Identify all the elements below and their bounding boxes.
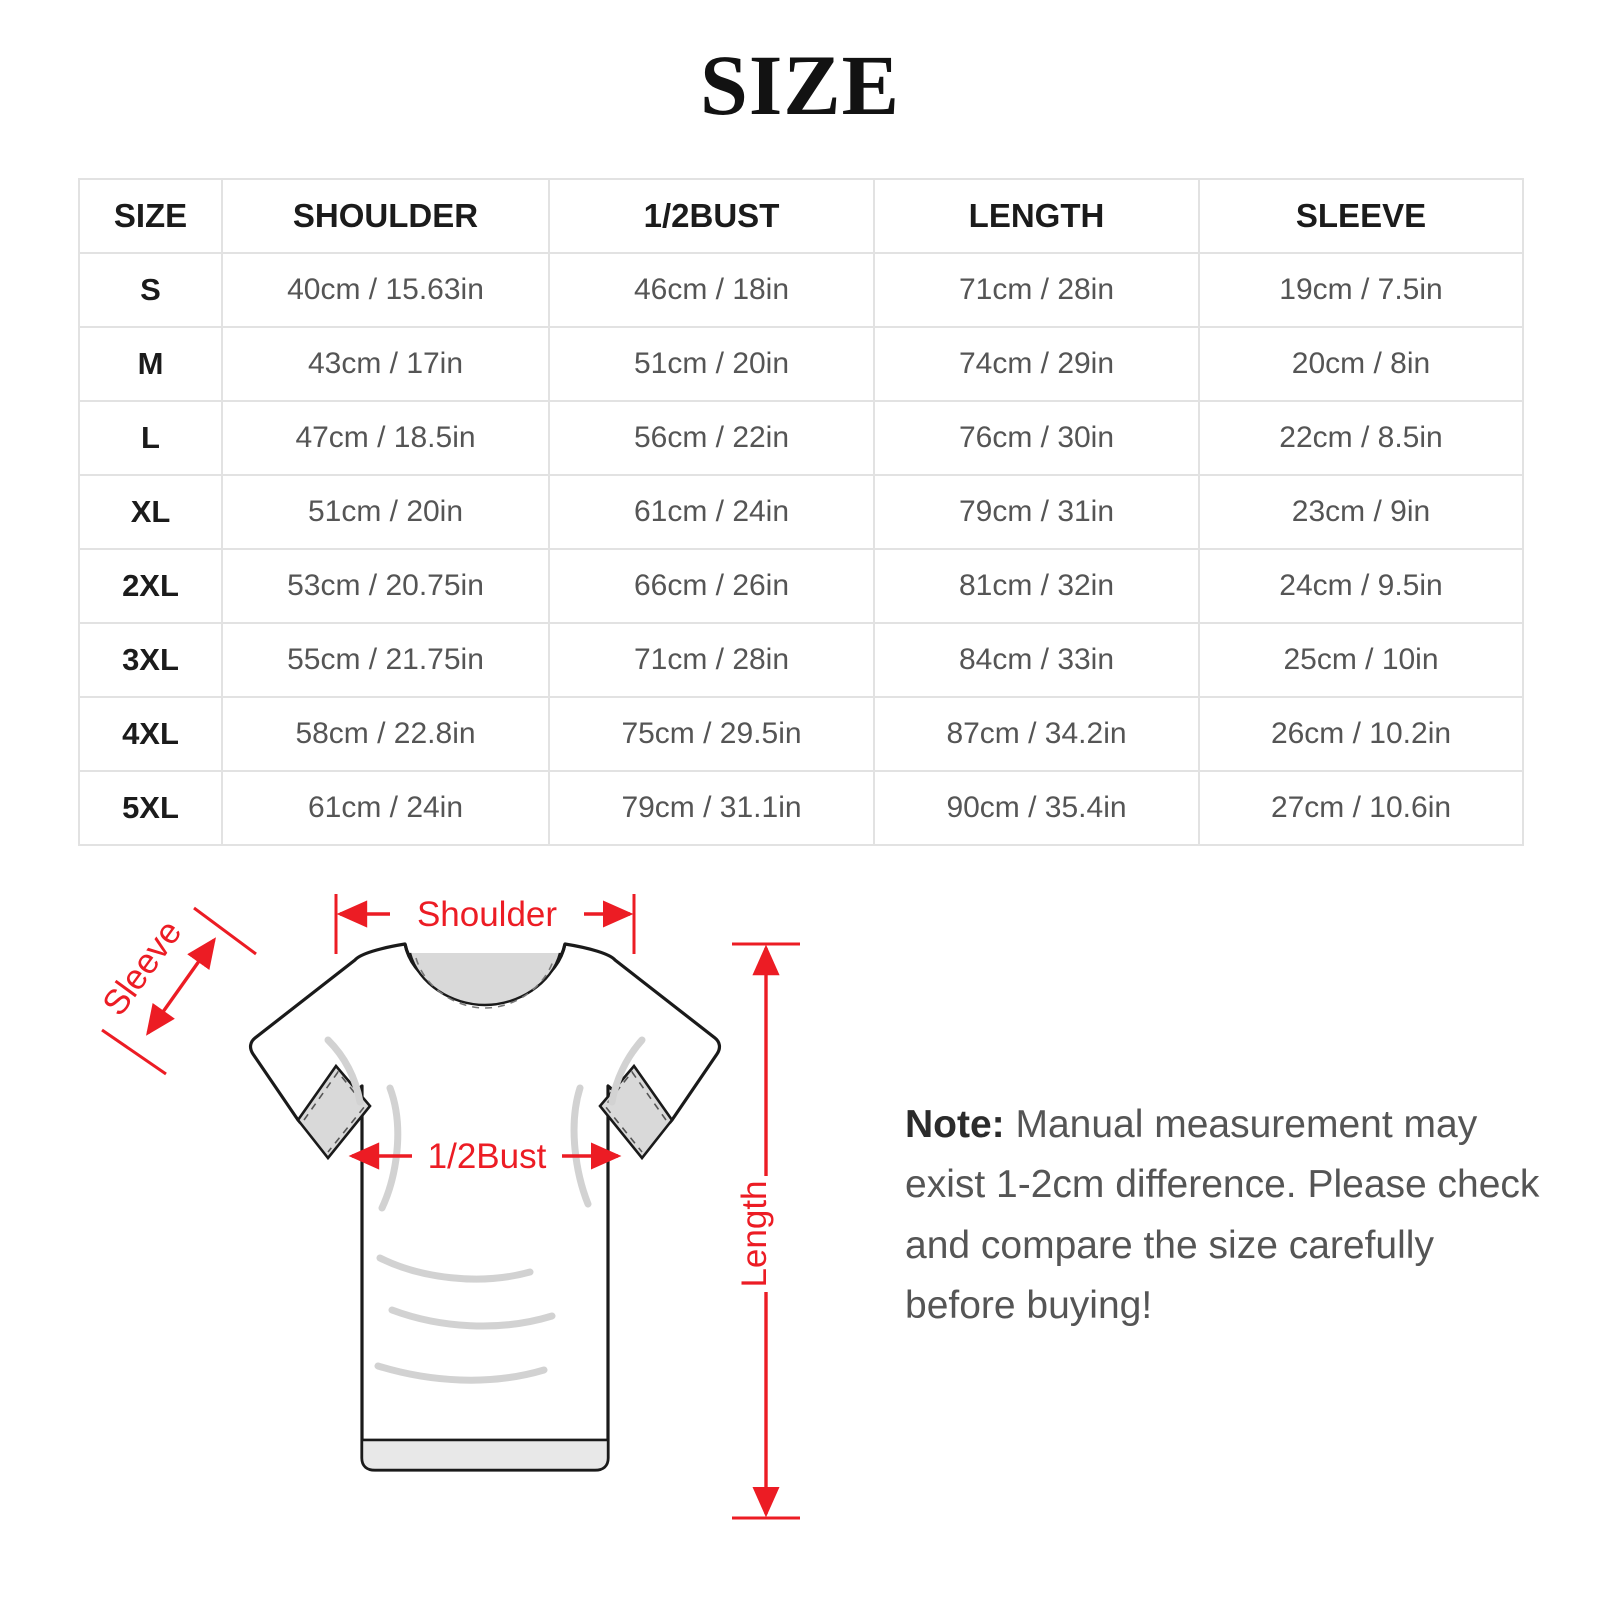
note-block [905, 1095, 1555, 1337]
page-title: SIZE [699, 37, 901, 133]
cell-bust: 79cm / 31.1in [549, 771, 874, 845]
column-header-length: LENGTH [874, 179, 1199, 253]
cell-bust: 56cm / 22in [549, 401, 874, 475]
cell-sleeve: 20cm / 8in [1199, 327, 1523, 401]
column-header-shoulder: SHOULDER [222, 179, 549, 253]
table-row [79, 549, 1523, 623]
cell-size: L [79, 401, 222, 475]
cell-shoulder: 43cm / 17in [222, 327, 549, 401]
shoulder-dimension [336, 892, 634, 954]
tshirt-illustration [251, 944, 720, 1470]
cell-length: 84cm / 33in [874, 623, 1199, 697]
cell-sleeve: 23cm / 9in [1199, 475, 1523, 549]
table-row [79, 401, 1523, 475]
table-row [79, 697, 1523, 771]
note-text: Manual measurement may exist 1-2cm difference. Please check and compare the size carefully before buying! [905, 1103, 1540, 1328]
table-header-row [79, 179, 1523, 253]
label-bust: 1/2Bust [427, 1137, 547, 1176]
cell-shoulder: 51cm / 20in [222, 475, 549, 549]
column-header-size: SIZE [79, 179, 222, 253]
size-chart-table [78, 178, 1524, 846]
table-row [79, 475, 1523, 549]
cell-length: 87cm / 34.2in [874, 697, 1199, 771]
cell-length: 74cm / 29in [874, 327, 1199, 401]
label-length: Length [735, 1180, 774, 1288]
length-dimension [732, 944, 800, 1518]
cell-shoulder: 47cm / 18.5in [222, 401, 549, 475]
cell-bust: 75cm / 29.5in [549, 697, 874, 771]
column-header-sleeve: SLEEVE [1199, 179, 1523, 253]
cell-length: 81cm / 32in [874, 549, 1199, 623]
cell-size: 3XL [79, 623, 222, 697]
note-label: Note: [905, 1103, 1005, 1146]
cell-sleeve: 27cm / 10.6in [1199, 771, 1523, 845]
cell-sleeve: 19cm / 7.5in [1199, 253, 1523, 327]
table-row [79, 623, 1523, 697]
label-shoulder: Shoulder [416, 895, 558, 934]
cell-length: 71cm / 28in [874, 253, 1199, 327]
cell-sleeve: 24cm / 9.5in [1199, 549, 1523, 623]
cell-sleeve: 25cm / 10in [1199, 623, 1523, 697]
cell-length: 76cm / 30in [874, 401, 1199, 475]
cell-size: XL [79, 475, 222, 549]
cell-length: 79cm / 31in [874, 475, 1199, 549]
cell-sleeve: 26cm / 10.2in [1199, 697, 1523, 771]
cell-size: M [79, 327, 222, 401]
measurement-diagram [60, 858, 880, 1578]
cell-size: 2XL [79, 549, 222, 623]
table-row [79, 253, 1523, 327]
cell-size: 4XL [79, 697, 222, 771]
column-header-bust: 1/2BUST [549, 179, 874, 253]
table-row [79, 327, 1523, 401]
cell-bust: 46cm / 18in [549, 253, 874, 327]
sleeve-dimension [95, 908, 256, 1074]
cell-bust: 51cm / 20in [549, 327, 874, 401]
cell-bust: 66cm / 26in [549, 549, 874, 623]
cell-shoulder: 40cm / 15.63in [222, 253, 549, 327]
cell-size: S [79, 253, 222, 327]
label-sleeve: Sleeve [94, 913, 190, 1023]
cell-sleeve: 22cm / 8.5in [1199, 401, 1523, 475]
cell-bust: 71cm / 28in [549, 623, 874, 697]
cell-shoulder: 58cm / 22.8in [222, 697, 549, 771]
table-row [79, 771, 1523, 845]
size-table-container [78, 178, 1522, 846]
cell-shoulder: 55cm / 21.75in [222, 623, 549, 697]
cell-shoulder: 53cm / 20.75in [222, 549, 549, 623]
cell-bust: 61cm / 24in [549, 475, 874, 549]
cell-shoulder: 61cm / 24in [222, 771, 549, 845]
cell-length: 90cm / 35.4in [874, 771, 1199, 845]
cell-size: 5XL [79, 771, 222, 845]
